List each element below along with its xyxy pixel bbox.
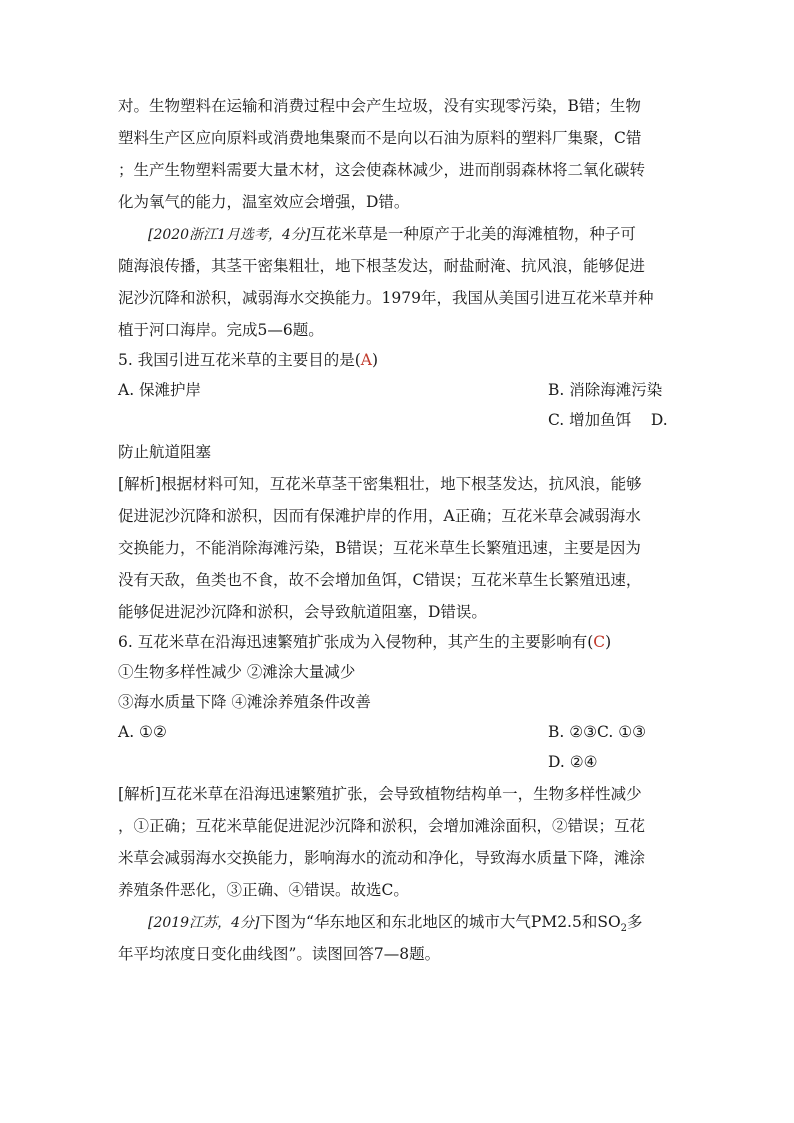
text-span: C. 增加鱼饵 <box>548 411 632 429</box>
text-span: 多 <box>627 913 643 931</box>
question-6-stem <box>118 632 678 652</box>
text-line: 年平均浓度日变化曲线图”。读图回答7—8题。 <box>118 945 441 963</box>
explanation-line: 交换能力，不能消除海滩污染，B错误；互花米草生长繁殖迅速，主要是因为 <box>118 539 641 557</box>
text-line <box>148 224 708 245</box>
question-6-items: ①生物多样性减少 ②滩涂大量减少 <box>118 663 356 681</box>
source-tag: [2019江苏，4分] <box>148 915 260 931</box>
option-a: A. ①② <box>118 723 167 741</box>
option-d-label: D. <box>650 411 668 429</box>
text-span: 下图为“华东地区和东北地区的城市大气PM2.5和SO <box>259 913 621 931</box>
explanation-line: 能够促进泥沙沉降和淤积，会导致航道阻塞，D错误。 <box>118 603 487 621</box>
source-tag: [2020浙江1月选考，4分] <box>148 227 311 243</box>
option-d: 防止航道阻塞 <box>118 443 212 461</box>
explanation-line: [解析]根据材料可知，互花米草茎干密集粗壮，地下根茎发达，抗风浪，能够 <box>118 475 642 493</box>
explanation-line: 养殖条件恶化，③正确、④错误。故选C。 <box>118 881 409 899</box>
text-line: ；生产生物塑料需要大量木材，这会使森林减少，进而削弱森林将二氧化碳转 <box>118 161 646 179</box>
text-line <box>148 912 708 939</box>
explanation-line: 没有天敌，鱼类也不食，故不会增加鱼饵，C错误；互花米草生长繁殖迅速， <box>118 571 642 589</box>
question-5-stem <box>118 350 678 370</box>
question-6-items: ③海水质量下降 ④滩涂养殖条件改善 <box>118 693 371 711</box>
answer-letter: C <box>593 633 606 651</box>
text-line: 塑料生产区应向原料或消费地集聚而不是向以石油为原料的塑料厂集聚，C错 <box>118 129 642 147</box>
explanation-line: 促进泥沙沉降和淤积，因而有保滩护岸的作用，A正确；互花米草会减弱海水 <box>118 507 641 525</box>
text-line: 随海浪传播，其茎干密集粗壮，地下根茎发达，耐盐耐淹、抗风浪，能够促进 <box>118 257 646 275</box>
subscript: 2 <box>620 923 628 935</box>
option-d: D. ②④ <box>548 753 598 771</box>
explanation-line: 米草会减弱海水交换能力，影响海水的流动和净化，导致海水质量下降，滩涂 <box>118 849 646 867</box>
text-span: 6. 互花米草在沿海迅速繁殖扩张成为入侵物种，其产生的主要影响有( <box>118 633 594 651</box>
option-b-c: B. ②③C. ①③ <box>548 723 646 741</box>
text-span: 互花米草是一种原产于北美的海滩植物，种子可 <box>310 225 636 243</box>
option-b: B. 消除海滩污染 <box>548 381 663 399</box>
answer-letter: A <box>360 351 372 369</box>
text-span: ) <box>605 633 612 651</box>
option-c <box>548 410 668 430</box>
text-line: 泥沙沉降和淤积，减弱海水交换能力。1979年，我国从美国引进互花米草并种 <box>118 289 654 307</box>
explanation-line: [解析]互花米草在沿海迅速繁殖扩张，会导致植物结构单一，生物多样性减少 <box>118 785 642 803</box>
text-line: 化为氧气的能力，温室效应会增强，D错。 <box>118 193 410 211</box>
explanation-line: ，①正确；互花米草能促进泥沙沉降和淤积，会增加滩涂面积，②错误；互花 <box>118 817 646 835</box>
text-line: 对。生物塑料在运输和消费过程中会产生垃圾，没有实现零污染，B错；生物 <box>118 97 641 115</box>
option-a: A. 保滩护岸 <box>118 381 202 399</box>
text-span: ) <box>371 351 379 369</box>
text-span: 5. 我国引进互花米草的主要目的是( <box>118 351 361 369</box>
text-line: 植于河口海岸。完成5—6题。 <box>118 321 324 339</box>
